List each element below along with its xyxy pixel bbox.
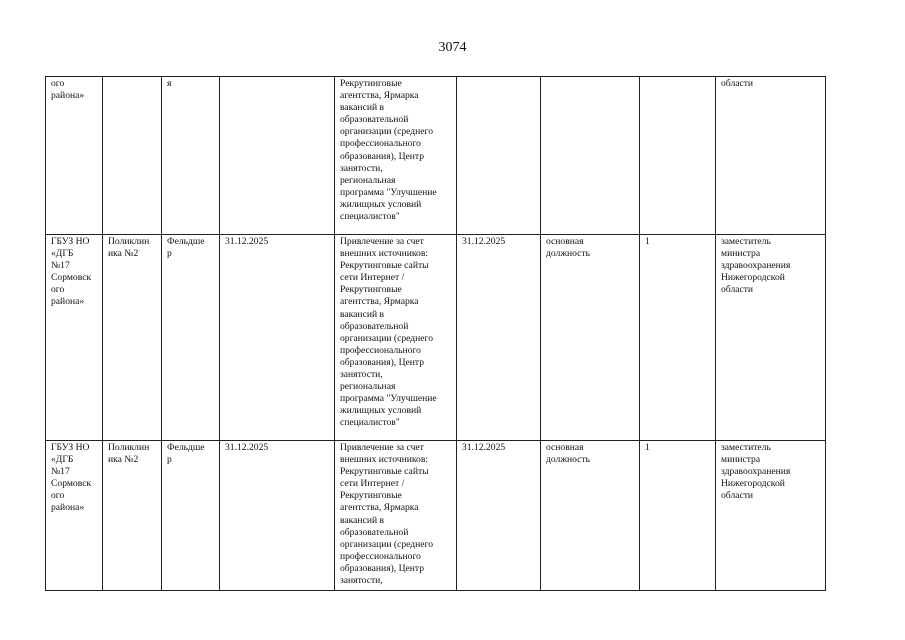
table-row: [46, 441, 826, 591]
page-number: 3074: [438, 40, 467, 55]
cell-deadline: 31.12.2025: [220, 441, 335, 591]
cell-position: Фельдше р: [162, 235, 220, 441]
cell-count: 1: [640, 235, 716, 441]
table-row: [46, 77, 826, 235]
cell-job-type: основная должность: [541, 235, 640, 441]
cell-deadline: [220, 77, 335, 235]
cell-date: 31.12.2025: [457, 235, 541, 441]
cell-subdivision: Поликлин ика №2: [103, 441, 162, 591]
cell-subdivision: [103, 77, 162, 235]
cell-sources: Привлечение за счет внешних источников: Рекрутинговые сайты сети Интернет / Рекрутинговые агентства, Ярмарка вакансий в образовательной организации (среднего профессионального образования), Центр занятости, региональная программа "Улучшение жилищных условий специалистов": [335, 235, 457, 441]
cell-responsible: заместитель министра здравоохранения Нижегородской области: [716, 235, 826, 441]
cell-job-type: [541, 77, 640, 235]
cell-organization: ого района»: [46, 77, 103, 235]
cell-sources: Привлечение за счет внешних источников: Рекрутинговые сайты сети Интернет / Рекрутинговые агентства, Ярмарка вакансий в образовательной организации (среднего профессионального образования), Центр занятости,: [335, 441, 457, 591]
cell-position: Фельдше р: [162, 441, 220, 591]
cell-count: 1: [640, 441, 716, 591]
cell-organization: ГБУЗ НО «ДГБ №17 Сормовск ого района»: [46, 235, 103, 441]
table-row: [46, 235, 826, 441]
staffing-table: [45, 76, 826, 591]
cell-responsible: заместитель министра здравоохранения Нижегородской области: [716, 441, 826, 591]
cell-sources: Рекрутинговые агентства, Ярмарка вакансий в образовательной организации (среднего профессионального образования), Центр занятости, региональная программа "Улучшение жилищных условий специалистов": [335, 77, 457, 235]
cell-job-type: основная должность: [541, 441, 640, 591]
cell-position: я: [162, 77, 220, 235]
cell-count: [640, 77, 716, 235]
cell-deadline: 31.12.2025: [220, 235, 335, 441]
cell-responsible: области: [716, 77, 826, 235]
cell-subdivision: Поликлин ика №2: [103, 235, 162, 441]
cell-date: 31.12.2025: [457, 441, 541, 591]
cell-date: [457, 77, 541, 235]
cell-organization: ГБУЗ НО «ДГБ №17 Сормовск ого района»: [46, 441, 103, 591]
